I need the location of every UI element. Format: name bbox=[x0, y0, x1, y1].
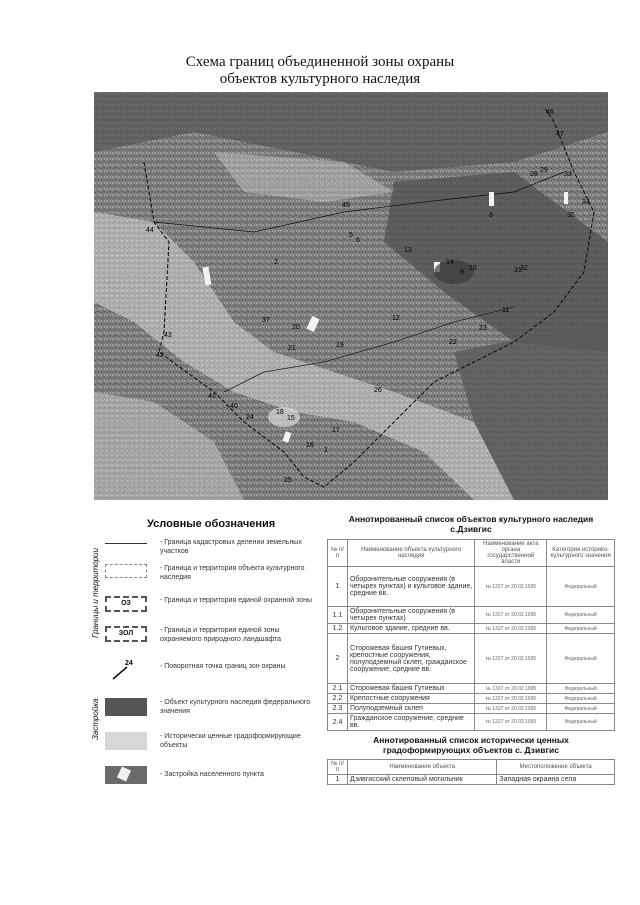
table-row: 1.1 Оборонительные сооружения (в четырех пунктах) № 1327 от 20.02.1995 Федеральный bbox=[328, 607, 615, 624]
legend-title: Условные обозначения bbox=[147, 518, 276, 530]
map-point-1: 1 bbox=[324, 447, 328, 454]
map-point-32: 32 bbox=[520, 265, 528, 272]
map-point-37: 37 bbox=[262, 317, 270, 324]
map-point-6: 6 bbox=[356, 237, 360, 244]
legend-symbol-dash-box bbox=[105, 564, 147, 578]
aerial-map[interactable] bbox=[94, 92, 608, 500]
map-point-41: 41 bbox=[208, 393, 216, 400]
table-row: 2.1 Сторожевая башня Гутиевых № 1327 от 20.02.1995 Федеральный bbox=[328, 684, 615, 694]
building-3 bbox=[489, 192, 494, 206]
legend-symbol-box-oz: ОЗ bbox=[105, 596, 147, 612]
map-point-14: 14 bbox=[446, 259, 454, 266]
table-row: 1.2 Культовое здание, средние вв. № 1327 от 20.02.1995 Федеральный bbox=[328, 624, 615, 634]
map-point-44: 44 bbox=[146, 227, 154, 234]
map-point-23: 23 bbox=[479, 325, 487, 332]
table-row: 1 Оборонительные сооружения (в четырех пунктах) и культовое здание, средние вв. № 1327 от 20.02.1995 Федеральный bbox=[328, 567, 615, 607]
map-point-20: 20 bbox=[292, 324, 300, 331]
map-point-13: 13 bbox=[404, 247, 412, 254]
map-point-12: 12 bbox=[392, 315, 400, 322]
table-row: 2.2 Крепостные сооружения № 1327 от 20.02.1995 Федеральный bbox=[328, 694, 615, 704]
legend-symbol-building bbox=[105, 766, 147, 784]
map-point-47: 47 bbox=[556, 131, 564, 138]
map-title bbox=[0, 54, 640, 88]
legend-symbol-light-fill bbox=[105, 732, 147, 750]
legend-symbol-box-zol: ЗОЛ bbox=[105, 626, 147, 642]
map-point-42: 42 bbox=[156, 352, 164, 359]
map-title-line2: объектов культурного наследия bbox=[219, 71, 421, 87]
map-point-19: 19 bbox=[336, 342, 344, 349]
map-point-45: 45 bbox=[342, 202, 350, 209]
historic-objects-table bbox=[327, 759, 615, 785]
legend-symbol-line bbox=[105, 543, 147, 544]
heritage-object-zone bbox=[434, 260, 474, 284]
map-point-40: 40 bbox=[230, 403, 238, 410]
map-point-9: 9 bbox=[460, 269, 464, 276]
table-row: 2.4 Гражданское сооружение, средние вв. № 1327 от 20.02.1995 Федеральный bbox=[328, 714, 615, 731]
map-point-24: 24 bbox=[246, 414, 254, 421]
building-icon bbox=[117, 766, 131, 781]
table1-title: Аннотированный список объектов культурного наследия с.Дзивгис bbox=[348, 514, 594, 534]
legend-group-borders: Границы и территории bbox=[91, 548, 100, 638]
map-point-33: 33 bbox=[564, 171, 572, 178]
table-row: 1 Дзивгисский склеповый могильник Западная окраина села bbox=[328, 775, 615, 785]
map-point-10: 10 bbox=[469, 265, 477, 272]
map-point-15: 15 bbox=[287, 415, 295, 422]
legend-symbol-dark-fill bbox=[105, 698, 147, 716]
turn-point-icon bbox=[105, 658, 147, 680]
map-point-31: 31 bbox=[514, 267, 522, 274]
map-point-35: 35 bbox=[567, 212, 575, 219]
map-point-8: 8 bbox=[489, 212, 493, 219]
map-point-29: 29 bbox=[540, 167, 548, 174]
map-point-2: 2 bbox=[274, 259, 278, 266]
legend-symbol-turn-point bbox=[105, 658, 147, 680]
building-6 bbox=[564, 192, 568, 204]
historic-object-zone bbox=[268, 407, 300, 427]
legend-group-buildings: Застройка bbox=[91, 698, 100, 740]
map-point-11: 11 bbox=[502, 307, 510, 314]
svg-text:24: 24 bbox=[125, 660, 133, 667]
map-point-21: 21 bbox=[288, 345, 296, 352]
map-point-5: 5 bbox=[349, 232, 353, 239]
table2-header-row: № п/п Наименование объекта Местоположение объекта bbox=[328, 760, 615, 775]
map-point-26: 26 bbox=[374, 387, 382, 394]
table-row: 2 Сторожевая башня Гутиевых, крепостные сооружения, полуподземный склеп, гражданское сооружение, средние вв. № 1327 от 20.02.1995 Федеральный bbox=[328, 634, 615, 684]
heritage-objects-table bbox=[327, 539, 615, 731]
aerial-map-svg bbox=[94, 92, 608, 500]
table-row: 2.3 Полуподземный склеп № 1327 от 20.02.1995 Федеральный bbox=[328, 704, 615, 714]
map-point-46: 46 bbox=[546, 109, 554, 116]
map-point-25: 25 bbox=[284, 477, 292, 484]
map-point-43: 43 bbox=[164, 332, 172, 339]
table2-title: Аннотированный список исторически ценных градоформирующих объектов с. Дзивгис bbox=[373, 735, 569, 755]
map-point-28: 28 bbox=[530, 171, 538, 178]
map-point-22: 22 bbox=[449, 339, 457, 346]
map-point-18: 18 bbox=[276, 409, 284, 416]
map-title-line1: Схема границ объединенной зоны охраны bbox=[185, 54, 455, 70]
map-legend: Условные обозначения Границы и территории Застройка - Граница кадастровых делении земельных участков - Граница и территория объекта культурного наследия ОЗ - Граница и территория единой охранной зоны ЗОЛ - Граница и территория единой зоны охраняемого природного ландшафта 24 - Поворотная точка границ зон охраны - Объект культурного наследия федерального значения - Исторически ценные градоформирующие объекты - Застройка населенного пункта bbox=[95, 518, 320, 818]
annotation-tables bbox=[327, 514, 615, 785]
table1-header-row: № п/п Наименование объекта культурного наследия Наименование акта органа государственной власти Категория историко-культурного значения bbox=[328, 540, 615, 567]
map-point-16: 16 bbox=[306, 442, 314, 449]
map-point-17: 17 bbox=[332, 427, 340, 434]
map-point-34: 34 bbox=[582, 199, 590, 206]
